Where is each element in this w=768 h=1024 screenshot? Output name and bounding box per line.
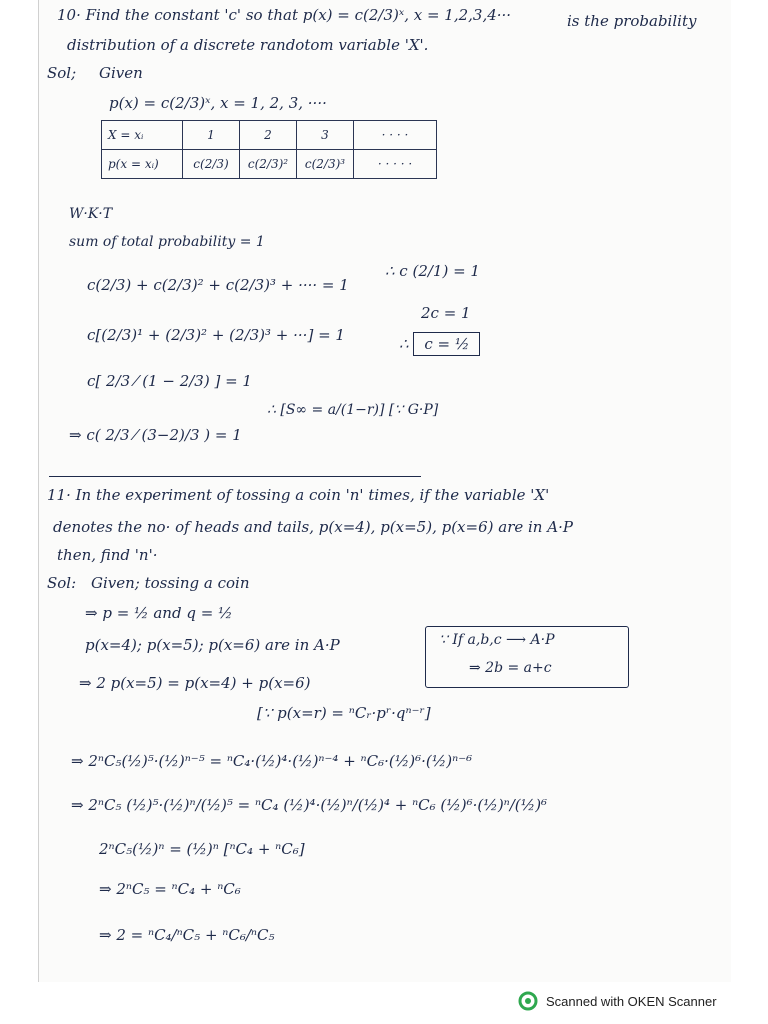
factored-equation: c[(2/3)¹ + (2/3)² + (2/3)³ + ···] = 1 xyxy=(87,326,345,344)
gp-sum-equation: c[ 2/3 ⁄ (1 − 2/3) ] = 1 xyxy=(87,372,252,390)
question-10-line1-end: is the probability xyxy=(567,12,697,30)
distribution-table xyxy=(101,120,437,179)
table-cell: · · · · xyxy=(354,121,437,150)
series-equation: c(2/3) + c(2/3)² + c(2/3)³ + ···· = 1 xyxy=(87,276,349,294)
given-label: Given xyxy=(99,64,143,82)
oken-logo-icon xyxy=(518,991,538,1011)
c-equation: ∴ c (2/1) = 1 xyxy=(385,262,480,280)
ap-statement: p(x=4); p(x=5); p(x=6) are in A·P xyxy=(85,636,340,654)
question-10-line2: distribution of a discrete randotom variable 'X'. xyxy=(67,36,429,54)
table-cell: 1 xyxy=(183,121,240,150)
table-cell: · · · · · xyxy=(354,150,437,179)
table-cell: 2 xyxy=(240,121,297,150)
section-divider xyxy=(49,476,421,477)
question-11-line3: then, find 'n'· xyxy=(57,546,158,564)
p-q-values: ⇒ p = ½ and q = ½ xyxy=(85,604,233,622)
two-c-equation: 2c = 1 xyxy=(421,304,471,322)
table-row xyxy=(102,121,437,150)
c-result-box: c = ½ xyxy=(413,332,480,356)
therefore-symbol: ∴ xyxy=(399,335,409,353)
question-11-line2: denotes the no· of heads and tails, p(x=4), p(x=5), p(x=6) are in A·P xyxy=(53,518,573,536)
ratio-equation: ⇒ 2 = ⁿC₄/ⁿC₅ + ⁿC₆/ⁿC₅ xyxy=(99,926,275,944)
sum-total-probability: sum of total probability = 1 xyxy=(69,234,265,250)
question-10-line1: 10· Find the constant 'c' so that p(x) = c(2/3)ˣ, x = 1,2,3,4··· xyxy=(57,6,512,24)
two-p-equation: ⇒ 2 p(x=5) = p(x=4) + p(x=6) xyxy=(79,674,311,692)
table-row xyxy=(102,150,437,179)
table-cell: 3 xyxy=(297,121,354,150)
cancellation-step: ⇒ 2ⁿC₅ (½)⁵·(½)ⁿ/(½)⁵ = ⁿC₄ (½)⁴·(½)ⁿ/(½)⁴ + ⁿC₆ (½)⁶·(½)ⁿ/(½)⁶ xyxy=(71,796,548,814)
scanned-page xyxy=(38,0,731,982)
pmf-definition: p(x) = c(2/3)ˣ, x = 1, 2, 3, ···· xyxy=(109,94,327,112)
table-cell: c(2/3)² xyxy=(240,150,297,179)
simplified-equation: ⇒ c( 2/3 ⁄ (3−2)/3 ) = 1 xyxy=(69,426,242,444)
c-result xyxy=(399,332,480,356)
given-coin: Given; tossing a coin xyxy=(91,574,250,592)
binomial-formula: [∵ p(x=r) = ⁿCᵣ·pʳ·qⁿ⁻ʳ] xyxy=(257,704,431,722)
scanner-text: Scanned with OKEN Scanner xyxy=(546,993,717,1009)
table-cell: X = xᵢ xyxy=(102,121,183,150)
table-cell: c(2/3) xyxy=(183,150,240,179)
wkt-label: W·K·T xyxy=(69,206,113,222)
solution-label: Sol; xyxy=(47,64,77,82)
binomial-expansion: ⇒ 2ⁿC₅(½)⁵·(½)ⁿ⁻⁵ = ⁿC₄·(½)⁴·(½)ⁿ⁻⁴ + ⁿC₆·(½)⁶·(½)ⁿ⁻⁶ xyxy=(71,752,473,770)
table-cell: c(2/3)³ xyxy=(297,150,354,179)
ap-rule-line2: ⇒ 2b = a+c xyxy=(469,660,552,676)
common-factor-step: 2ⁿC₅(½)ⁿ = (½)ⁿ [ⁿC₄ + ⁿC₆] xyxy=(99,840,305,858)
solution-2-label: Sol: xyxy=(47,574,77,592)
gp-sum-formula: ∴ [S∞ = a/(1−r)] [∵ G·P] xyxy=(267,402,439,418)
combination-equation: ⇒ 2ⁿC₅ = ⁿC₄ + ⁿC₆ xyxy=(99,880,241,898)
ap-rule-line1: ∵ If a,b,c ⟶ A·P xyxy=(439,632,555,648)
question-11-line1: 11· In the experiment of tossing a coin 'n' times, if the variable 'X' xyxy=(47,486,550,504)
scanner-watermark xyxy=(518,990,717,1012)
table-cell: p(x = xᵢ) xyxy=(102,150,183,179)
